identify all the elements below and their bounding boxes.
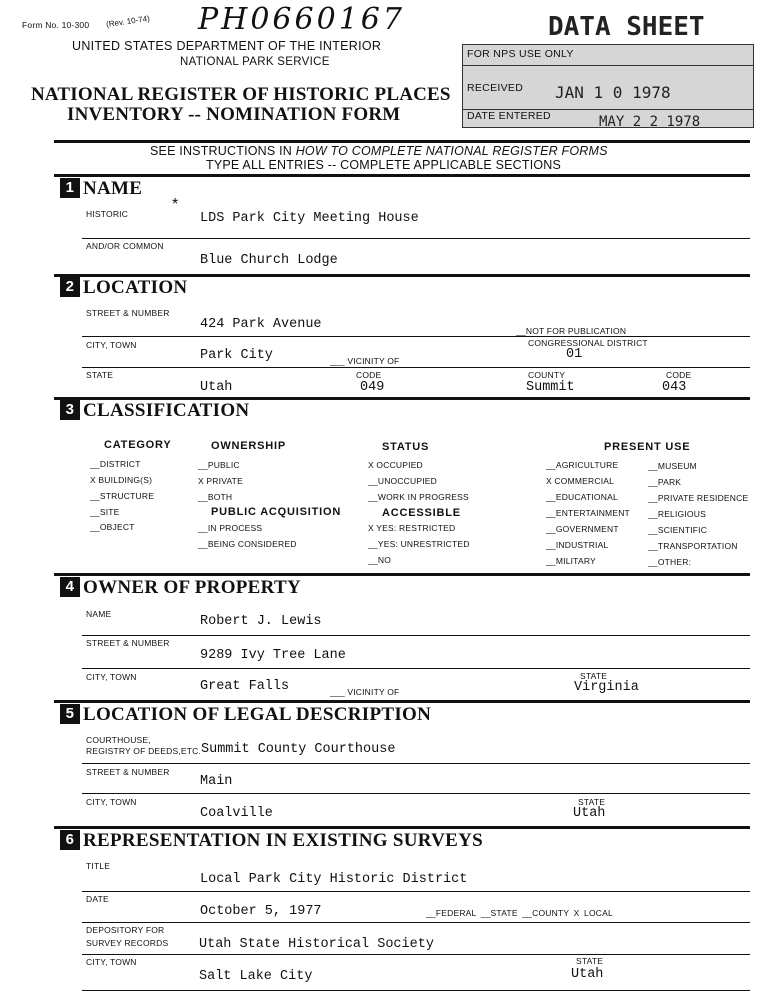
code2-value: 043: [662, 380, 687, 395]
legal-street-label: STREET & NUMBER: [86, 767, 170, 777]
acquisition-option: __IN PROCESS: [198, 523, 263, 533]
use-option: __INDUSTRIAL: [546, 540, 609, 550]
use-option: __GOVERNMENT: [546, 524, 619, 534]
survey-city-label: CITY, TOWN: [86, 957, 137, 967]
survey-state: Utah: [571, 967, 604, 982]
status-heading: STATUS: [382, 441, 430, 453]
ownership-option: __BOTH: [198, 492, 233, 502]
section-2-heading: [60, 277, 187, 299]
data-sheet-stamp: DATA SHEET: [548, 12, 705, 42]
use-option: __MILITARY: [546, 556, 596, 566]
owner-vicinity-of: ___ VICINITY OF: [330, 687, 400, 697]
service: NATIONAL PARK SERVICE: [180, 56, 330, 68]
code-label: CODE: [356, 370, 382, 380]
depository-label-1: DEPOSITORY FOR: [86, 925, 165, 935]
received-label: RECEIVED: [467, 82, 524, 94]
accessible-option: __YES: UNRESTRICTED: [368, 539, 470, 549]
depository-label-2: SURVEY RECORDS: [86, 938, 169, 948]
section-title: OWNER OF PROPERTY: [83, 577, 302, 598]
form-number: Form No. 10-300: [22, 20, 90, 30]
acquisition-option: __BEING CONSIDERED: [198, 539, 297, 549]
owner-city: Great Falls: [200, 679, 290, 694]
not-for-publication: __NOT FOR PUBLICATION: [516, 326, 627, 336]
section-6-heading: [60, 830, 483, 852]
owner-state-label: STATE: [580, 671, 608, 681]
category-option: __OBJECT: [90, 522, 135, 532]
common-name-label: AND/OR COMMON: [86, 241, 164, 251]
section-1-heading: [60, 178, 142, 200]
section-3-heading: [60, 400, 249, 422]
accessible-heading: ACCESSIBLE: [382, 507, 461, 519]
county-value: Summit: [526, 380, 575, 395]
survey-title-label: TITLE: [86, 861, 111, 871]
use-option: X COMMERCIAL: [546, 476, 615, 486]
section-number: 4: [60, 577, 80, 597]
section-number: 1: [60, 178, 80, 198]
county-label: COUNTY: [528, 370, 566, 380]
use-option: __SCIENTIFIC: [648, 525, 708, 535]
owner-street: 9289 Ivy Tree Lane: [200, 648, 346, 663]
status-option: X OCCUPIED: [368, 460, 423, 470]
common-name: Blue Church Lodge: [200, 253, 338, 268]
legal-street: Main: [200, 774, 233, 789]
date-entered-label: DATE ENTERED: [467, 110, 551, 122]
owner-name: Robert J. Lewis: [200, 614, 322, 629]
survey-title: Local Park City Historic District: [200, 872, 468, 887]
legal-city: Coalville: [200, 806, 273, 821]
courthouse-value: Summit County Courthouse: [201, 742, 396, 757]
status-option: __WORK IN PROGRESS: [368, 492, 469, 502]
instructions-1-title: HOW TO COMPLETE NATIONAL REGISTER FORMS: [295, 144, 608, 158]
ownership-heading: OWNERSHIP: [211, 440, 287, 452]
survey-state-label: STATE: [576, 956, 604, 966]
state-value: Utah: [200, 380, 233, 395]
courthouse-label-1: COURTHOUSE,: [86, 735, 151, 745]
survey-date-label: DATE: [86, 894, 109, 904]
city-value: Park City: [200, 348, 273, 363]
form-revision: (Rev. 10-74): [105, 13, 151, 30]
instructions-2: TYPE ALL ENTRIES -- COMPLETE APPLICABLE SECTIONS: [206, 158, 562, 172]
section-number: 2: [60, 277, 80, 297]
section-5-heading: [60, 704, 431, 726]
survey-levels: __FEDERAL __STATE __COUNTY X LOCAL: [426, 908, 613, 918]
section-title: NAME: [83, 178, 143, 199]
present-use-heading: PRESENT USE: [604, 441, 691, 453]
section-title: LOCATION OF LEGAL DESCRIPTION: [83, 704, 432, 725]
congressional-district-value: 01: [566, 347, 583, 362]
ownership-option: __PUBLIC: [198, 460, 240, 470]
asterisk-mark: *: [172, 196, 179, 213]
section-title: LOCATION: [83, 277, 188, 298]
category-option: __DISTRICT: [90, 459, 141, 469]
received-date: JAN 1 0 1978: [555, 83, 671, 102]
state-label: STATE: [86, 370, 114, 380]
code2-label: CODE: [666, 370, 692, 380]
legal-state: Utah: [573, 806, 606, 821]
nps-use-label: FOR NPS USE ONLY: [467, 48, 574, 60]
category-option: __STRUCTURE: [90, 491, 155, 501]
use-option: __AGRICULTURE: [546, 460, 619, 470]
ownership-option: X PRIVATE: [198, 476, 243, 486]
section-number: 6: [60, 830, 80, 850]
use-option: __TRANSPORTATION: [648, 541, 738, 551]
survey-city: Salt Lake City: [199, 969, 313, 984]
instructions-1: [150, 144, 608, 158]
owner-state: Virginia: [574, 680, 639, 695]
section-number: 5: [60, 704, 80, 724]
section-title: REPRESENTATION IN EXISTING SURVEYS: [83, 830, 484, 851]
form-title-1: NATIONAL REGISTER OF HISTORIC PLACES: [31, 84, 451, 105]
city-label: CITY, TOWN: [86, 340, 137, 350]
instructions-1-lead: SEE INSTRUCTIONS IN: [150, 144, 296, 158]
owner-name-label: NAME: [86, 609, 112, 619]
use-option: __MUSEUM: [648, 461, 697, 471]
category-option: __SITE: [90, 507, 120, 517]
nps-use-box: [462, 44, 754, 128]
courthouse-label-2: REGISTRY OF DEEDS,ETC.: [86, 746, 202, 756]
department: UNITED STATES DEPARTMENT OF THE INTERIOR: [72, 39, 382, 53]
use-option: __OTHER:: [648, 557, 692, 567]
historic-label: HISTORIC: [86, 209, 129, 219]
owner-city-label: CITY, TOWN: [86, 672, 137, 682]
survey-date: October 5, 1977: [200, 904, 322, 919]
use-option: __ENTERTAINMENT: [546, 508, 630, 518]
date-entered-value: MAY 2 2 1978: [599, 114, 701, 130]
legal-city-label: CITY, TOWN: [86, 797, 137, 807]
use-option: __EDUCATIONAL: [546, 492, 618, 502]
accessible-option: __NO: [368, 555, 392, 565]
owner-street-label: STREET & NUMBER: [86, 638, 170, 648]
historic-name: LDS Park City Meeting House: [200, 211, 419, 226]
public-acquisition-heading: PUBLIC ACQUISITION: [211, 506, 342, 518]
use-option: __PRIVATE RESIDENCE: [648, 493, 749, 503]
status-option: __UNOCCUPIED: [368, 476, 437, 486]
code-value: 049: [360, 380, 385, 395]
vicinity-of: ___ VICINITY OF: [330, 356, 400, 366]
category-heading: CATEGORY: [104, 439, 172, 451]
street-value: 424 Park Avenue: [200, 317, 322, 332]
use-option: __RELIGIOUS: [648, 509, 706, 519]
congressional-district-label: CONGRESSIONAL DISTRICT: [528, 338, 648, 348]
section-number: 3: [60, 400, 80, 420]
legal-state-label: STATE: [578, 797, 606, 807]
accessible-option: X YES: RESTRICTED: [368, 523, 456, 533]
category-option: X BUILDING(S): [90, 475, 153, 485]
header-rule: [54, 140, 750, 143]
section-4-heading: [60, 577, 301, 599]
depository-value: Utah State Historical Society: [199, 937, 434, 952]
section-title: CLASSIFICATION: [83, 400, 250, 421]
use-option: __PARK: [648, 477, 682, 487]
street-label: STREET & NUMBER: [86, 308, 170, 318]
handwritten-id: PH0660167: [198, 2, 405, 37]
form-title-2: INVENTORY -- NOMINATION FORM: [67, 104, 401, 125]
